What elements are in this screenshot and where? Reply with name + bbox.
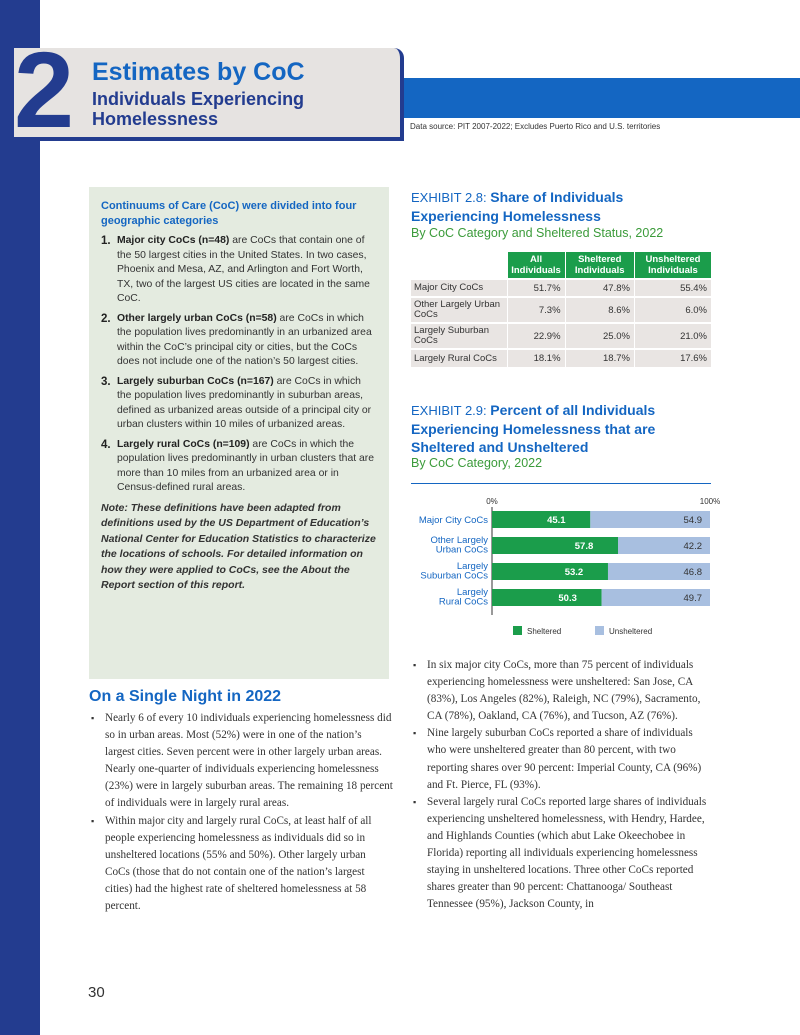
table-cell: 51.7% [507,279,565,297]
exhibit-divider [411,483,711,484]
table-cell: 17.6% [634,349,711,367]
table-cell: 21.0% [634,323,711,349]
table-row [411,279,711,297]
definition-term: Other largely urban CoCs (n=58) [117,312,277,324]
category-label-line: Largely [456,561,488,572]
definition-text: are CoCs in which the population lives predominantly in an urbanized area within the CoC’s principal city or cities, but the CoCs does not include one of the nation’s 50 largest cities. [117,312,372,367]
list-item: ▪ Several largely rural CoCs reported large shares of individuals experiencing unsheltered homelessness, with Hendry, Hardee, and Highlands Counties (which abut Lake Okeechobee in Florida) reporting all individuals experiencing homelessness staying in unsheltered locations. Three other CoCs reported shares greater than 90 percent: Chattanooga/ Southeast Tennessee (95%), Jackson County, in [411,794,714,914]
list-item: ▪ Within major city and largely rural CoCs, at least half of all people experiencing homelessness as individuals did so in unsheltered locations (55% and 50%). Other largely urban CoCs (those that do not contain one of the nation’s largest cities) had the highest rate of sheltered homelessness at 58 percent. [89,813,393,916]
definition-number: 3. [101,375,111,388]
definition-item [101,312,377,370]
table-cell: 8.6% [565,297,634,323]
category-label-line: Suburban CoCs [420,570,488,582]
category-label-line: Major City CoCs [418,515,488,526]
definitions-box [89,187,389,679]
bar-sheltered [492,511,590,528]
definition-item [101,375,377,433]
data-label: 45.1 [547,515,566,526]
table-row [411,349,711,367]
exhibit-label: EXHIBIT 2.9: [411,403,491,418]
exhibit-name: Percent of all Individuals Experiencing Homelessness that are Sheltered and Unsheltered [411,402,656,455]
definitions-heading: Continuums of Care (CoC) were divided into four geographic categories [101,200,357,227]
category-label [420,561,488,582]
table-cell: 55.4% [634,279,711,297]
row-label: Largely Suburban CoCs [411,323,507,349]
category-label-line: Rural CoCs [438,596,488,608]
legend-swatch-unsheltered [595,626,604,635]
exhibit-2-8-subtitle: By CoC Category and Sheltered Status, 2022 [411,226,664,240]
data-label: 50.3 [558,593,577,604]
exhibit-2-9-title [411,401,701,456]
exhibit-2-8-table [411,252,711,367]
table-row [411,297,711,323]
category-label-line: Largely [456,587,488,598]
list-item: ▪ Nearly 6 of every 10 individuals experiencing homelessness did so in urban areas. Most (52%) were in one of the nation’s largest cities. Seven percent were in other largely urban areas. Nearly one-quarter of individuals experiencing homelessness (23%) were in largely suburban areas. The remaining 18 percent of individuals were in largely rural areas. [89,710,393,813]
data-label: 42.2 [683,541,702,552]
column-header: Sheltered Individuals [565,252,634,279]
exhibit-name: Share of Individuals Experiencing Homelessness [411,189,624,224]
category-label [439,587,488,608]
data-label: 53.2 [564,567,584,578]
page-title: Estimates by CoC [92,58,305,86]
definition-number: 4. [101,438,111,451]
definition-text: are CoCs that contain one of the 50 largest cities in the United States. In two cases, Phoenix and Mesa, AZ, and Arlington and Fort Worth, TX, two of the largest US cities are located in the same CoC. [117,235,370,304]
axis-tick-label: 0% [486,497,498,506]
bar-sheltered [492,563,608,580]
data-label: 57.8 [574,541,594,552]
bar-sheltered [492,537,618,554]
table-cell: 25.0% [565,323,634,349]
definition-text: are CoCs in which the population lives predominantly in urban clusters that are more than 10 miles from an urbanized area or in Census-defined rural areas. [117,438,375,493]
single-night-heading: On a Single Night in 2022 [89,688,282,705]
table-cell: 47.8% [565,279,634,297]
row-label: Largely Rural CoCs [411,349,507,367]
category-label [419,515,488,526]
column-header: All Individuals [507,252,565,279]
definition-number: 2. [101,312,111,325]
page-number: 30 [88,984,105,1001]
exhibit-2-9-subtitle: By CoC Category, 2022 [411,456,543,470]
header-band [380,78,800,118]
exhibit-2-8-title [411,188,701,225]
table-cell: 6.0% [634,297,711,323]
table-cell: 7.3% [507,297,565,323]
single-night-bullets [89,710,393,915]
list-item: ▪ Nine largely suburban CoCs reported a share of individuals who were unsheltered greater than 80 percent, with two reporting shares over 90 percent: Imperial County, CA (96%) and Ft. Pierce, FL (93%). [411,725,714,793]
legend-label: Unsheltered [609,627,653,636]
table-header-row [411,252,711,279]
legend-swatch-sheltered [513,626,522,635]
page-subtitle: Individuals Experiencing Homelessness [92,89,305,129]
axis-tick-label: 100% [699,497,721,506]
data-source-note: Data source: PIT 2007-2022; Excludes Puerto Rico and U.S. territories [410,122,661,131]
definition-term: Largely suburban CoCs (n=167) [117,375,274,387]
table-cell: 22.9% [507,323,565,349]
definition-text: are CoCs in which the population lives predominantly in suburban areas, defined as urbanized areas outside of a principal city or urban clusters within 10 miles of urbanized areas. [117,375,372,430]
exhibit-label: EXHIBIT 2.8: [411,190,491,205]
definition-term: Major city CoCs (n=48) [117,235,230,246]
category-label-line: Other Largely [430,535,488,546]
definition-number: 1. [101,235,111,247]
data-label: 46.8 [683,567,702,578]
row-label: Other Largely Urban CoCs [411,297,507,323]
exhibit-2-9-chart [405,490,725,640]
definitions-note: Note: These definitions have been adapted from definitions used by the US Department of Education’s National Center for Education Statistics to characterize the locations of schools. For detailed information on how they were applied to CoCs, see the About the Report section of this report. [101,501,376,591]
category-label-line: Urban CoCs [435,544,488,556]
definition-item [101,438,377,496]
right-column-bullets [411,657,714,913]
legend-label: Sheltered [527,627,562,636]
data-label: 49.7 [683,593,702,604]
table-cell: 18.7% [565,349,634,367]
left-margin-bar [0,0,40,1035]
chapter-number: 2 [14,29,71,150]
category-label [430,535,488,556]
definition-term: Largely rural CoCs (n=109) [117,438,250,450]
definition-item [101,234,377,307]
column-header: Unsheltered Individuals [634,252,711,279]
table-corner [411,252,507,279]
data-label: 54.9 [683,515,702,526]
table-cell: 18.1% [507,349,565,367]
bar-sheltered [492,589,602,606]
row-label: Major City CoCs [411,279,507,297]
table-row [411,323,711,349]
list-item: ▪ In six major city CoCs, more than 75 percent of individuals experiencing homelessness were unsheltered: San Jose, CA (83%), Los Angeles (82%), Raleigh, NC (79%), Sacramento, CA (78%), Oakland, CA (76%), and Tucson, AZ (76%). [411,657,714,725]
